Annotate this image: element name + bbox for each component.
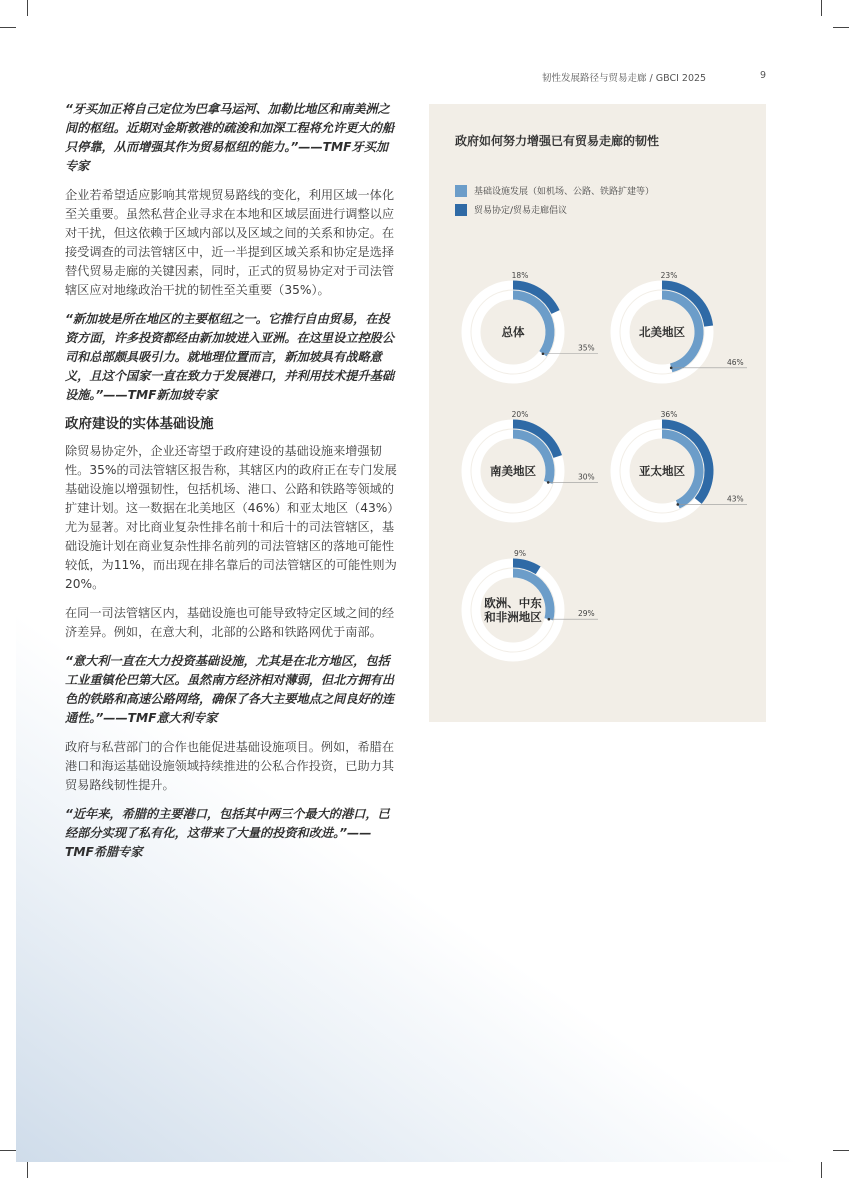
crop-mark	[821, 0, 822, 16]
paragraph: 政府与私营部门的合作也能促进基础设施项目。例如，希腊在港口和海运基础设施领域持续推进的公私合作投资，已助力其贸易路线韧性提升。	[65, 740, 395, 792]
quote-italy: “意大利一直在大力投资基础设施，尤其是在北方地区，包括工业重镇伦巴第大区。虽然南方经济相对薄弱，但北方拥有出色的铁路和高速公路网络，确保了各大主要地点之间良好的连通性。”——TMF意大利专家	[65, 654, 395, 725]
text-column	[65, 100, 397, 872]
crop-mark	[821, 1162, 822, 1178]
crop-mark	[0, 1150, 16, 1151]
legend-label-trade: 贸易协定/贸易走廊倡议	[474, 206, 568, 216]
donut-1	[615, 271, 747, 379]
chart-title: 政府如何努力增强已有贸易走廊的韧性	[455, 134, 660, 148]
donut-region-label: 和非洲地区	[484, 610, 542, 624]
donut-value-trade: 18%	[511, 271, 529, 280]
donut-value-infra: 29%	[578, 609, 595, 619]
donut-value-trade: 36%	[660, 410, 678, 419]
leader-dot	[542, 352, 545, 355]
crop-mark	[0, 27, 16, 28]
donut-region-label: 北美地区	[639, 325, 685, 339]
paragraph: 企业若希望适应影响其常规贸易路线的变化，利用区域一体化至关重要。虽然私营企业寻求在本地和区域层面进行调整以应对干扰，但这依赖于区域内部以及区域之间的关系和协定。在接受调查的司法管辖区中，近一半提到区域关系和协定是选择替代贸易走廊的关键因素，同时，正式的贸易协定对于司法管辖区应对地缘政治干扰的韧性至关重要（35%）。	[65, 188, 395, 297]
page-number: 9	[759, 70, 766, 81]
donut-value-infra: 30%	[578, 472, 595, 482]
crop-mark	[833, 1150, 849, 1151]
donut-value-infra: 46%	[727, 357, 744, 367]
donut-region-label: 总体	[501, 325, 525, 339]
crop-mark	[27, 1162, 28, 1178]
leader-dot	[548, 618, 551, 621]
quote-greece: “近年来，希腊的主要港口，包括其中两三个最大的港口，已经部分实现了私有化，这带来了大量的投资和改进。”——TMF希腊专家	[65, 807, 390, 859]
donut-svg	[429, 104, 766, 722]
legend-label-infra: 基础设施发展（如机场、公路、铁路扩建等）	[474, 187, 655, 197]
donut-2	[466, 410, 598, 518]
donut-0	[466, 271, 598, 379]
donut-value-trade: 20%	[511, 410, 529, 419]
donut-value-infra: 43%	[727, 494, 744, 504]
donut-4	[466, 549, 598, 657]
header-title: 韧性发展路径与贸易走廊 / GBCI 2025	[542, 73, 707, 84]
donut-region-label: 南美地区	[490, 464, 536, 478]
donut-value-trade: 23%	[660, 271, 678, 280]
section-heading: 政府建设的实体基础设施	[65, 416, 214, 432]
paragraph: 除贸易协定外，企业还寄望于政府建设的基础设施来增强韧性。35%的司法管辖区报告称，其辖区内的政府正在专门发展基础设施以增强韧性，包括机场、港口、公路和铁路等领域的扩建计划。这一数据在北美地区（46%）和亚太地区（43%）尤为显著。对比商业复杂性排名前十和后十的司法管辖区，基础设施计划在商业复杂性排名前列的司法管辖区的落地可能性较低，为11%，而出现在排名靠后的司法管辖区的可能性则为20%。	[65, 444, 397, 591]
leader-dot	[676, 503, 679, 506]
quote-jamaica: “牙买加正将自己定位为巴拿马运河、加勒比地区和南美洲之间的枢纽。近期对金斯敦港的疏浚和加深工程将允许更大的船只停靠，从而增强其作为贸易枢纽的能力。”——TMF牙买加专家	[65, 102, 395, 173]
crop-mark	[833, 27, 849, 28]
leader-dot	[547, 481, 550, 484]
quote-singapore: “新加坡是所在地区的主要枢纽之一。它推行自由贸易，在投资方面，许多投资都经由新加坡进入亚洲。在这里设立控股公司和总部颇具吸引力。就地理位置而言，新加坡具有战略意义，且这个国家一直在致力于发展港口，并利用技术提升基础设施。”——TMF新加坡专家	[65, 312, 395, 402]
donut-value-infra: 35%	[578, 343, 595, 353]
donut-region-label: 欧洲、中东	[484, 596, 542, 610]
leader-dot	[670, 367, 673, 370]
crop-mark	[27, 0, 28, 16]
paragraph: 在同一司法管辖区内，基础设施也可能导致特定区域之间的经济差异。例如，在意大利，北部的公路和铁路网优于南部。	[65, 606, 395, 639]
donut-3	[615, 410, 747, 518]
donut-region-label: 亚太地区	[639, 464, 685, 478]
chart-panel	[429, 104, 766, 722]
donut-value-trade: 9%	[514, 549, 526, 558]
